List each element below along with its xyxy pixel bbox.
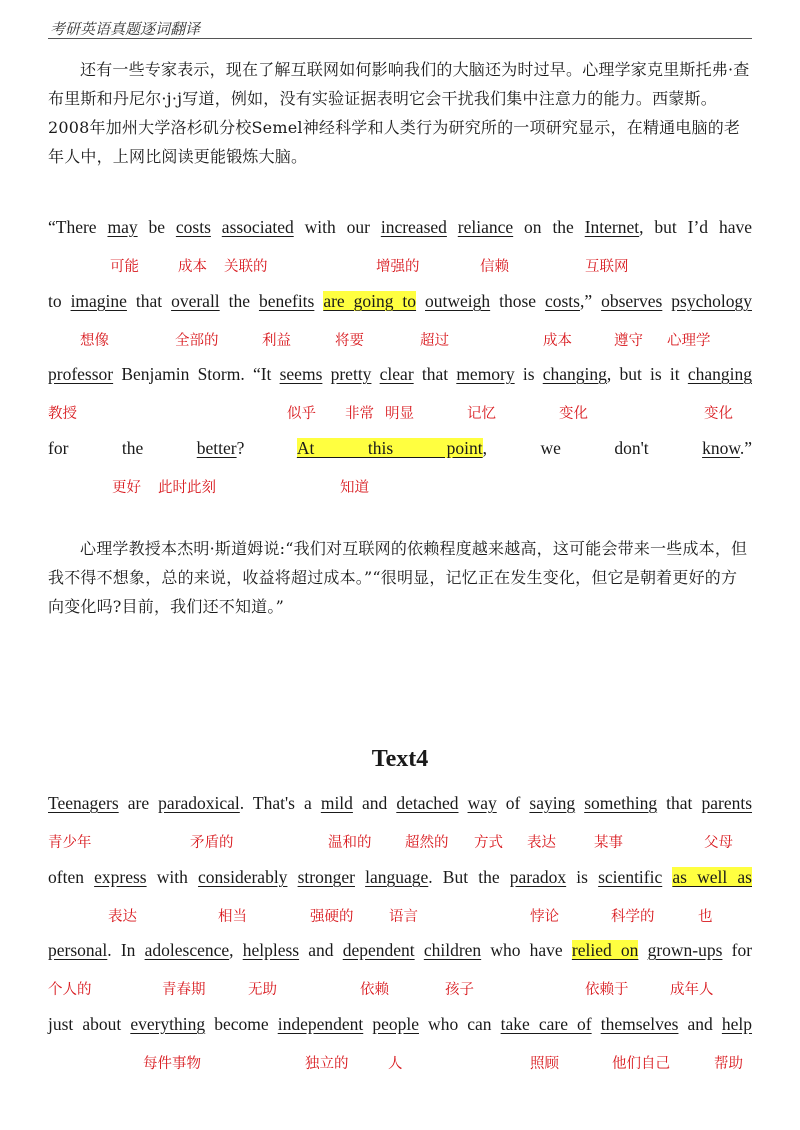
vocab-word: seems [279, 364, 323, 384]
plain-text [447, 217, 458, 237]
plain-text [211, 217, 222, 237]
chinese-gloss: 科学的 [611, 909, 655, 925]
chinese-gloss: 悖论 [530, 909, 559, 925]
chinese-gloss: 强硬的 [310, 909, 354, 925]
english-line [48, 866, 752, 888]
plain-text [371, 364, 379, 384]
chinese-gloss: 无助 [248, 982, 277, 998]
vocab-word: dependent [342, 940, 415, 960]
english-line [48, 1013, 752, 1035]
chinese-gloss: 此时此刻 [158, 480, 216, 496]
chinese-gloss: 心理学 [667, 333, 711, 349]
vocab-word: Internet [584, 217, 640, 237]
chinese-gloss: 变化 [704, 406, 733, 422]
chinese-gloss: 相当 [218, 909, 247, 925]
chinese-gloss: 可能 [110, 259, 139, 275]
vocab-word: costs [175, 217, 211, 237]
vocab-word: observes [601, 291, 663, 311]
chinese-gloss: 更好 [112, 480, 141, 496]
vocab-word: paradoxical [158, 793, 240, 813]
vocab-word: something [584, 793, 658, 813]
chinese-paragraph-1-text: 还有一些专家表示，现在了解互联网如何影响我们的大脑还为时过早。心理学家克里斯托弗·查布里斯和丹尼尔·j·j写道，例如，没有实验证据表明它会干扰我们集中注意力的能力。西蒙斯。2008年加州大学洛杉矶分校Semel神经科学和人类行为研究所的一项研究显示，在精通电脑的老年人中，上网比阅读更能锻炼大脑。 [48, 60, 750, 166]
vocab-word: helpless [242, 940, 300, 960]
chinese-paragraph-1 [48, 55, 752, 171]
plain-text: with [146, 867, 199, 887]
plain-text: .” [739, 438, 752, 458]
chinese-gloss: 全部的 [175, 333, 219, 349]
plain-text [363, 1014, 372, 1034]
vocab-word: adolescence [144, 940, 230, 960]
vocab-word: changing [542, 364, 607, 384]
plain-text: and [352, 793, 397, 813]
vocab-word: outweigh [425, 291, 491, 311]
vocab-word: scientific [598, 867, 663, 887]
plain-text: , [229, 940, 243, 960]
english-line [48, 363, 752, 385]
chinese-gloss: 孩子 [445, 982, 474, 998]
vocab-word: language [365, 867, 429, 887]
plain-text: of [496, 793, 530, 813]
plain-text [415, 940, 424, 960]
chinese-gloss: 变化 [559, 406, 588, 422]
plain-text [662, 867, 672, 887]
chinese-gloss: 成本 [178, 259, 207, 275]
english-line [48, 792, 752, 814]
plain-text: . But the [428, 867, 510, 887]
plain-text [459, 793, 468, 813]
plain-text: on the [513, 217, 585, 237]
plain-text [416, 291, 425, 311]
vocab-word: way [467, 793, 497, 813]
vocab-word: children [423, 940, 482, 960]
vocab-word: grown-ups [647, 940, 723, 960]
plain-text: is [566, 867, 599, 887]
highlighted-phrase: relied on [571, 940, 639, 960]
plain-text: that [657, 793, 702, 813]
plain-text: are [118, 793, 159, 813]
chinese-gloss: 独立的 [305, 1056, 349, 1072]
page-header: 考研英语真题逐词翻译 [50, 22, 201, 38]
vocab-word: benefits [258, 291, 315, 311]
chinese-gloss: 表达 [527, 835, 556, 851]
vocab-word: associated [221, 217, 294, 237]
english-line [48, 437, 752, 459]
chinese-gloss: 人 [388, 1056, 403, 1072]
chinese-gloss: 语言 [389, 909, 418, 925]
plain-text [355, 867, 365, 887]
header-rule [48, 38, 752, 39]
plain-text: with our [293, 217, 381, 237]
vocab-word: express [94, 867, 147, 887]
vocab-word: clear [379, 364, 414, 384]
chinese-gloss: 也 [698, 909, 713, 925]
chinese-gloss: 增强的 [376, 259, 420, 275]
vocab-word: pretty [330, 364, 372, 384]
plain-text: ,” [579, 291, 602, 311]
chinese-gloss: 明显 [385, 406, 414, 422]
vocab-word: themselves [600, 1014, 679, 1034]
chinese-gloss: 表达 [108, 909, 137, 925]
highlighted-phrase: At this point [296, 438, 483, 458]
chinese-gloss: 温和的 [328, 835, 372, 851]
english-line [48, 290, 752, 312]
chinese-paragraph-2-text: 心理学教授本杰明·斯道姆说:“我们对互联网的依赖程度越来越高，这可能会带来一些成本，但我不得不想象，总的来说，收益将超过成本。”“很明显，记忆正在发生变化，但它是朝着更好的方向变化吗?目前，我们还不知道。” [48, 539, 748, 616]
vocab-word: considerably [198, 867, 288, 887]
plain-text [314, 291, 323, 311]
plain-text: just about [48, 1014, 131, 1034]
plain-text: that [126, 291, 172, 311]
vocab-word: independent [277, 1014, 364, 1034]
plain-text: . That's a [239, 793, 321, 813]
plain-text: is [514, 364, 543, 384]
vocab-word: imagine [70, 291, 127, 311]
english-line [48, 216, 752, 238]
plain-text: become [205, 1014, 278, 1034]
plain-text: the [219, 291, 259, 311]
vocab-word: memory [456, 364, 515, 384]
vocab-word: detached [396, 793, 459, 813]
vocab-word: professor [48, 364, 114, 384]
plain-text [322, 364, 330, 384]
highlighted-phrase: are going to [323, 291, 417, 311]
plain-text: be [137, 217, 176, 237]
chinese-gloss: 成年人 [670, 982, 714, 998]
vocab-word: mild [320, 793, 353, 813]
highlighted-phrase: as well as [672, 867, 752, 887]
chinese-gloss: 教授 [48, 406, 77, 422]
plain-text: for [722, 940, 753, 960]
vocab-word: better [196, 438, 237, 458]
chinese-paragraph-2 [48, 534, 752, 621]
chinese-gloss: 将要 [335, 333, 364, 349]
chinese-gloss: 非常 [345, 406, 374, 422]
vocab-word: may [107, 217, 138, 237]
vocab-word: overall [171, 291, 220, 311]
chinese-gloss: 父母 [704, 835, 733, 851]
plain-text: Benjamin Storm. “It [113, 364, 280, 384]
plain-text: and [678, 1014, 722, 1034]
chinese-gloss: 方式 [474, 835, 503, 851]
vocab-word: people [372, 1014, 419, 1034]
plain-text [592, 1014, 601, 1034]
chinese-gloss: 关联的 [224, 259, 268, 275]
chinese-gloss: 他们自己 [612, 1056, 670, 1072]
vocab-word: personal [48, 940, 108, 960]
chinese-gloss: 似乎 [287, 406, 316, 422]
vocab-word: psychology [671, 291, 752, 311]
vocab-word: stronger [297, 867, 355, 887]
vocab-word: help [721, 1014, 753, 1034]
plain-text: , we don't [482, 438, 703, 458]
plain-text [638, 940, 647, 960]
plain-text: , but I’d have [639, 217, 752, 237]
chinese-gloss: 某事 [594, 835, 623, 851]
chinese-gloss: 记忆 [467, 406, 496, 422]
chinese-gloss: 每件事物 [143, 1056, 201, 1072]
chinese-gloss: 帮助 [714, 1056, 743, 1072]
chinese-gloss: 依赖 [360, 982, 389, 998]
plain-text [662, 291, 671, 311]
plain-text: ? [236, 438, 297, 458]
vocab-word: know [702, 438, 740, 458]
chinese-gloss: 超然的 [405, 835, 449, 851]
vocab-word: take care of [500, 1014, 592, 1034]
vocab-word: costs [544, 291, 580, 311]
chinese-gloss: 超过 [420, 333, 449, 349]
plain-text: often [48, 867, 95, 887]
plain-text: for the [48, 438, 197, 458]
plain-text: and [299, 940, 343, 960]
chinese-gloss: 想像 [80, 333, 109, 349]
chinese-gloss: 成本 [543, 333, 572, 349]
chinese-gloss: 知道 [340, 480, 369, 496]
english-line [48, 939, 752, 961]
plain-text: “There [48, 217, 108, 237]
vocab-word: parents [701, 793, 753, 813]
chinese-gloss: 遵守 [614, 333, 643, 349]
vocab-word: changing [687, 364, 753, 384]
vocab-word: reliance [457, 217, 514, 237]
vocab-word: paradox [509, 867, 567, 887]
vocab-word: everything [130, 1014, 206, 1034]
plain-text: that [413, 364, 457, 384]
chinese-gloss: 信赖 [480, 259, 509, 275]
chinese-gloss: 互联网 [585, 259, 629, 275]
chinese-gloss: 矛盾的 [190, 835, 234, 851]
plain-text: those [490, 291, 545, 311]
plain-text: , but is it [606, 364, 688, 384]
chinese-gloss: 利益 [262, 333, 291, 349]
plain-text: who have [481, 940, 572, 960]
plain-text [287, 867, 297, 887]
vocab-word: saying [529, 793, 576, 813]
chinese-gloss: 青少年 [48, 835, 92, 851]
chinese-gloss: 个人的 [48, 982, 92, 998]
plain-text: . In [107, 940, 145, 960]
chinese-gloss: 照顾 [530, 1056, 559, 1072]
plain-text [575, 793, 584, 813]
plain-text: who can [418, 1014, 501, 1034]
vocab-word: Teenagers [48, 793, 119, 813]
chinese-gloss: 青春期 [162, 982, 206, 998]
section-title: Text4 [371, 746, 429, 772]
vocab-word: increased [380, 217, 447, 237]
chinese-gloss: 依赖于 [585, 982, 629, 998]
plain-text: to [48, 291, 71, 311]
